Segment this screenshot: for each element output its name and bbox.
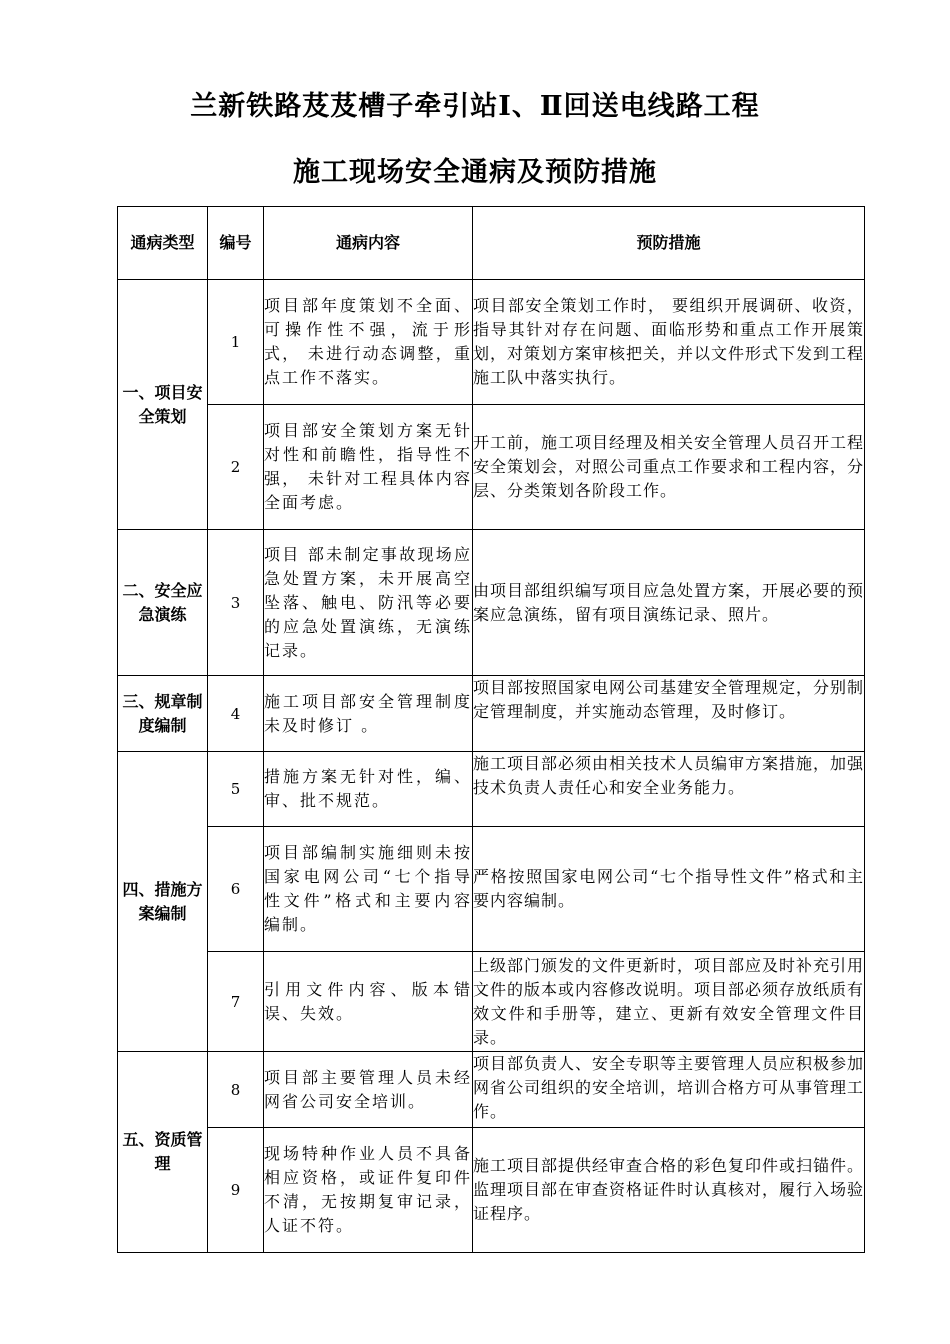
row-content: 引用文件内容、版本错误、失效。: [264, 952, 473, 1052]
table-row: [118, 405, 865, 530]
row-number: 2: [208, 405, 264, 530]
table-row: [118, 676, 865, 752]
category-cell: 二、安全应急演练: [118, 530, 208, 676]
row-number: 7: [208, 952, 264, 1052]
row-content: 项目 部未制定事故现场应急处置方案，未开展高空坠落、触电、防汛等必要的应急处置演练，无演练记录。: [264, 530, 473, 676]
row-content: 项目部安全策划方案无针对性和前瞻性，指导性不强， 未针对工程具体内容全面考虑。: [264, 405, 473, 530]
row-number: 1: [208, 280, 264, 405]
row-number: 3: [208, 530, 264, 676]
header-type: 通病类型: [118, 207, 208, 280]
category-cell: 三、规章制度编制: [118, 676, 208, 752]
document-title-line2: 施工现场安全通病及预防措施: [293, 157, 657, 188]
category-cell: 四、措施方案编制: [118, 752, 208, 1052]
row-content: 措施方案无针对性，编、 审、批不规范。: [264, 752, 473, 827]
table-row: [118, 530, 865, 676]
table-row: [118, 827, 865, 952]
table-row: [118, 280, 865, 405]
table-row: [118, 1052, 865, 1128]
row-number: 9: [208, 1128, 264, 1253]
category-cell: 一、项目安全策划: [118, 280, 208, 530]
row-content: 现场特种作业人员不具备相应资格，或证件复印件不清，无按期复审记录，人证不符。: [264, 1128, 473, 1253]
header-measures: 预防措施: [473, 207, 865, 280]
row-content: 项目部年度策划不全面、可操作性不强，流于形式， 未进行动态调整，重点工作不落实。: [264, 280, 473, 405]
row-number: 6: [208, 827, 264, 952]
table-row: [118, 752, 865, 827]
table-header-row: [118, 207, 865, 280]
hazard-measures-table: [117, 206, 865, 1253]
row-measure: 项目部负责人、安全专职等主要管理人员应积极参加网省公司组织的安全培训，培训合格方可从事管理工作。: [473, 1052, 865, 1128]
header-number: 编号: [208, 207, 264, 280]
row-number: 4: [208, 676, 264, 752]
row-content: 施工项目部安全管理制度未及时修订 。: [264, 676, 473, 752]
header-content: 通病内容: [264, 207, 473, 280]
category-cell: 五、资质管理: [118, 1052, 208, 1253]
row-measure: 严格按照国家电网公司“七个指导性文件”格式和主要内容编制。: [473, 827, 865, 952]
row-content: 项目部主要管理人员未经网省公司安全培训。: [264, 1052, 473, 1128]
table-row: [118, 1128, 865, 1253]
row-measure: 上级部门颁发的文件更新时，项目部应及时补充引用文件的版本或内容修改说明。项目部必须存放纸质有效文件和手册等，建立、更新有效安全管理文件目录。: [473, 952, 865, 1052]
row-measure: 施工项目部必须由相关技术人员编审方案措施，加强技术负责人责任心和安全业务能力。: [473, 752, 865, 827]
document-title-line1: 兰新铁路芨芨槽子牵引站Ⅰ、Ⅱ回送电线路工程: [190, 91, 760, 122]
row-measure: 项目部安全策划工作时， 要组织开展调研、收资，指导其针对存在问题、面临形势和重点工作开展策划，对策划方案审核把关，并以文件形式下发到工程施工队中落实执行。: [473, 280, 865, 405]
table-row: [118, 952, 865, 1052]
row-number: 8: [208, 1052, 264, 1128]
row-number: 5: [208, 752, 264, 827]
row-measure: 施工项目部提供经审查合格的彩色复印件或扫锚件。监理项目部在审查资格证件时认真核对，履行入场验证程序。: [473, 1128, 865, 1253]
row-measure: 由项目部组织编写项目应急处置方案，开展必要的预案应急演练，留有项目演练记录、照片。: [473, 530, 865, 676]
row-content: 项目部编制实施细则未按国家电网公司“七个指导性文件”格式和主要内容编制。: [264, 827, 473, 952]
row-measure: 开工前，施工项目经理及相关安全管理人员召开工程安全策划会，对照公司重点工作要求和工程内容，分层、分类策划各阶段工作。: [473, 405, 865, 530]
row-measure: 项目部按照国家电网公司基建安全管理规定，分别制定管理制度，并实施动态管理，及时修订。: [473, 676, 865, 752]
